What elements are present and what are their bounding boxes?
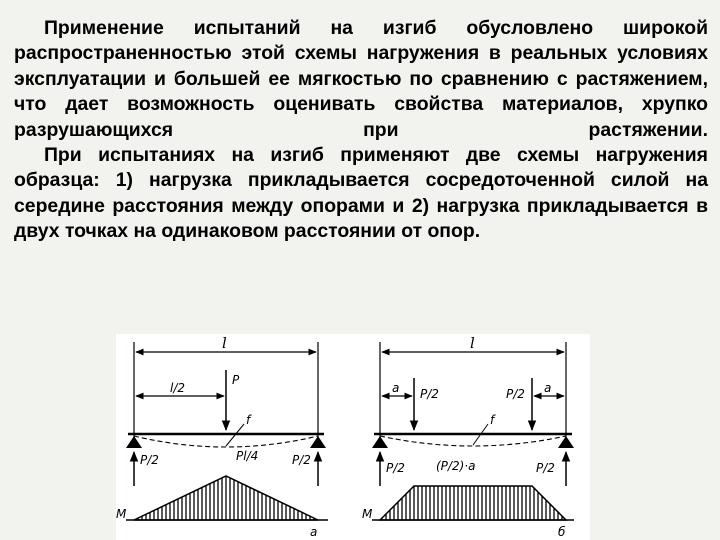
- half-span-label: l/2: [170, 381, 186, 395]
- dist-b-right-label: a: [544, 381, 552, 395]
- moment-a-triangle: [134, 476, 318, 520]
- scheme-a-tag: a: [310, 525, 318, 539]
- span-a-label: l: [222, 334, 227, 352]
- bending-schemes-svg: [116, 334, 590, 540]
- support-b-left: [372, 436, 388, 448]
- moment-b-value-label: (P/2)·a: [436, 459, 476, 473]
- load-b-right-label: P/2: [506, 387, 525, 401]
- reaction-a-right-label: P/2: [292, 453, 311, 467]
- paragraph-2: При испытаниях на изгиб применяют две схемы нагружения образца: 1) нагрузка прикладывается сосредоточенной силой на середине расстояния между опорами и 2) нагрузка прикладывается в двух точках на одинаковом расстоянии от опор.: [14, 144, 708, 243]
- load-b-left-label: P/2: [420, 387, 439, 401]
- deflection-a-label: f: [246, 413, 251, 427]
- moment-b-trapezoid: [380, 486, 566, 520]
- moment-a-label: M: [116, 507, 127, 521]
- scheme-b-tag: б: [558, 525, 566, 539]
- deflection-b-label: f: [490, 413, 495, 427]
- reaction-b-right-label: P/2: [536, 461, 555, 475]
- bending-test-figure: [116, 334, 590, 540]
- support-b-right: [558, 436, 574, 448]
- moment-a-max-label: Pl/4: [236, 449, 259, 463]
- span-b-label: l: [470, 334, 475, 352]
- body-text: [14, 16, 708, 245]
- paragraph-1: Применение испытаний на изгиб обусловлено широкой распространенностью этой схемы нагружения в реальных условиях эксплуатации и большей ее мягкостью по сравнению с растяжением, что дает возможность оценивать свойства материалов, хрупко разрушающихся при растяжении.: [14, 17, 708, 141]
- load-a-label: P: [232, 373, 240, 387]
- dist-b-left-label: a: [392, 381, 400, 395]
- reaction-a-left-label: P/2: [140, 453, 159, 467]
- moment-b-label: M: [362, 507, 373, 521]
- support-a-left: [126, 436, 142, 448]
- scheme-a: [116, 334, 328, 539]
- reaction-b-left-label: P/2: [386, 461, 405, 475]
- scheme-b: [362, 334, 574, 539]
